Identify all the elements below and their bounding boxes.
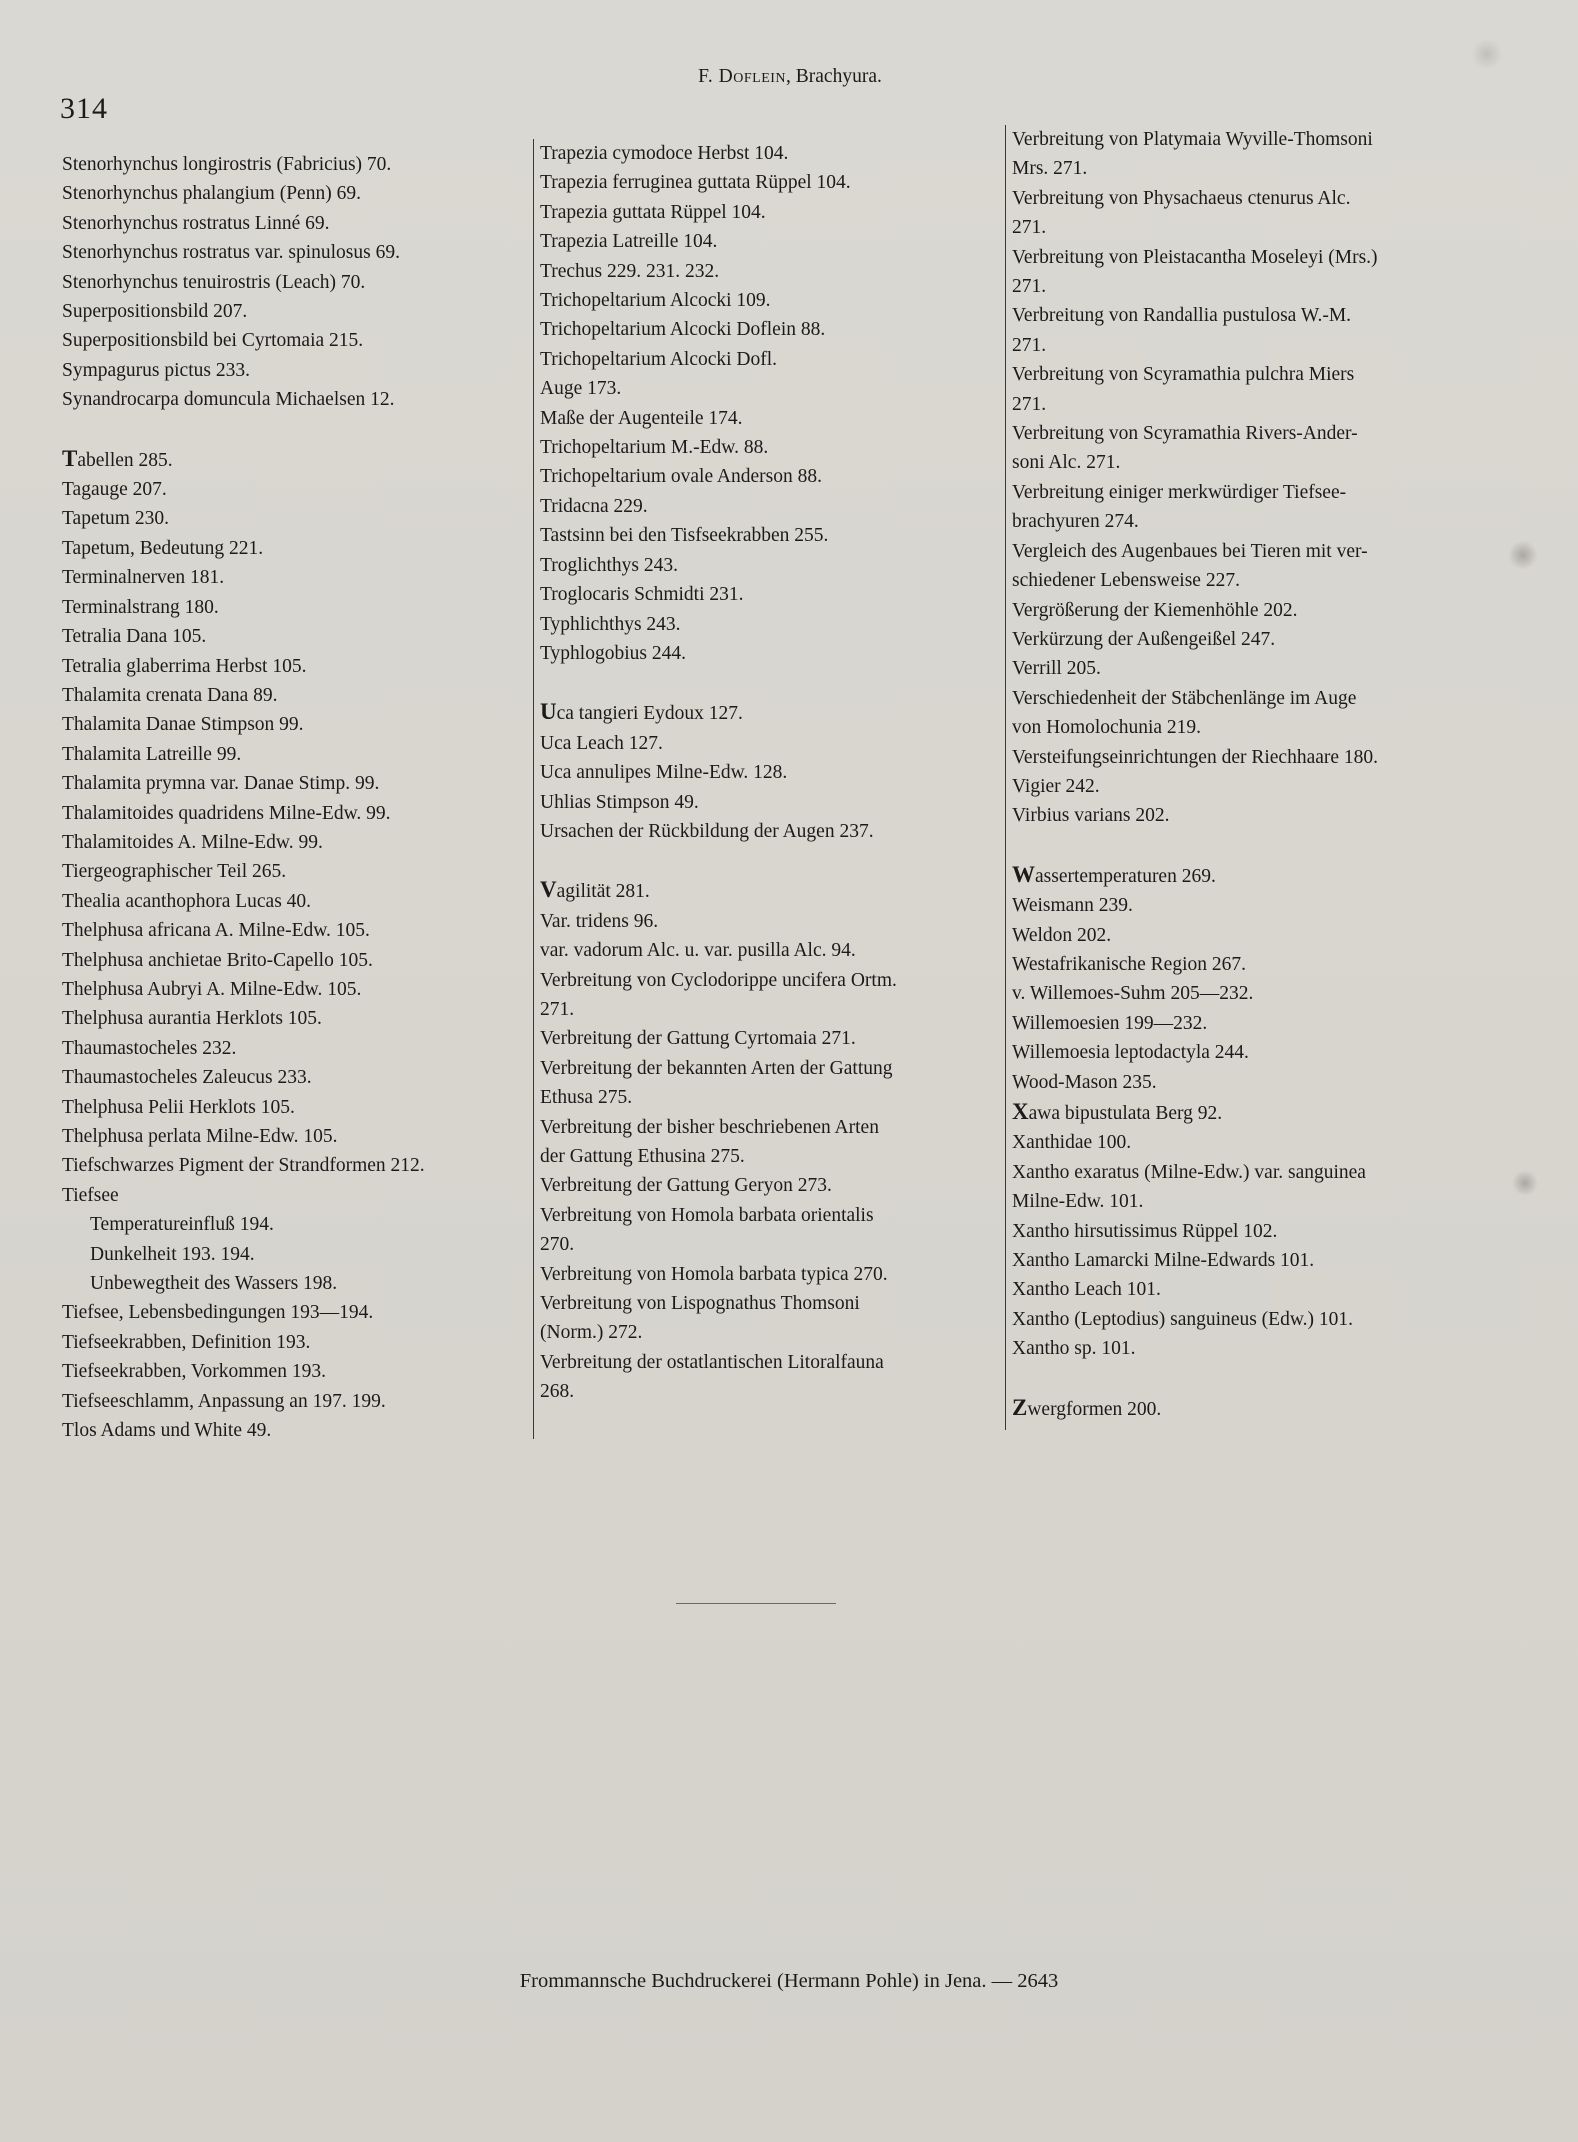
section-gap [1012, 1364, 1491, 1393]
index-entry: Trapezia ferruginea guttata Rüppel 104. [540, 172, 851, 194]
index-entry: Maße der Augenteile 174. [540, 407, 743, 429]
index-entry: Trechus 229. 231. 232. [540, 260, 720, 282]
index-entry: 271. [1012, 334, 1047, 356]
index-entry: Thelphusa aurantia Herklots 105. [62, 1008, 322, 1030]
index-entry: Tiefsee [62, 1184, 119, 1206]
index-entry: Uca Leach 127. [540, 732, 663, 754]
page-number: 314 [60, 92, 108, 125]
index-entry: Thelphusa anchietae Brito-Capello 105. [62, 949, 373, 971]
index-entry: Verbreitung von Homola barbata typica 270. [540, 1263, 888, 1285]
index-entry: Verbreitung einiger merkwürdiger Tiefsee- [1012, 481, 1347, 503]
index-entry: Willemoesia leptodactyla 244. [1012, 1042, 1249, 1064]
index-entry [540, 875, 1004, 906]
index-entry: 271. [1012, 276, 1047, 298]
index-entry: Milne-Edw. 101. [1012, 1191, 1144, 1213]
index-entry: Tiergeographischer Teil 265. [62, 861, 287, 883]
index-entry: Stenorhynchus tenuirostris (Leach) 70. [62, 271, 366, 293]
index-entry: Xantho Lamarcki Milne-Edwards 101. [1012, 1250, 1315, 1272]
index-entry: schiedener Lebensweise 227. [1012, 570, 1240, 592]
index-entry: 270. [540, 1234, 575, 1256]
index-entry: Thalamitoides quadridens Milne-Edw. 99. [62, 802, 391, 824]
index-entry: Weldon 202. [1012, 924, 1112, 946]
index-entry: Tiefseekrabben, Definition 193. [62, 1331, 311, 1353]
index-entry: Vergrößerung der Kiemenhöhle 202. [1012, 599, 1298, 621]
index-entry: Thelphusa Aubryi A. Milne-Edw. 105. [62, 978, 362, 1000]
index-entry: Verbreitung der Gattung Cyrtomaia 271. [540, 1028, 856, 1050]
running-head-title: Brachyura. [795, 66, 882, 87]
index-entry: Vigier 242. [1012, 775, 1100, 797]
index-entry: Tiefseekrabben, Vorkommen 193. [62, 1361, 326, 1383]
index-entry: Sympagurus pictus 233. [62, 359, 250, 381]
index-entry: soni Alc. 271. [1012, 452, 1121, 474]
index-entry: Superpositionsbild 207. [62, 301, 248, 323]
index-entry: Verbreitung von Pleistacantha Moseleyi (Mrs.) [1012, 246, 1378, 268]
index-entry: Stenorhynchus rostratus var. spinulosus 69. [62, 242, 400, 264]
index-entry: Verbreitung von Scyramathia pulchra Miers [1012, 364, 1355, 386]
printer-imprint: Frommannsche Buchdruckerei (Hermann Pohle) in Jena. — 2643 [519, 1970, 1059, 1992]
index-entry: Wood-Mason 235. [1012, 1071, 1157, 1093]
index-entry: Unbewegtheit des Wassers 198. [90, 1273, 338, 1295]
index-entry: Thalamita Danae Stimpson 99. [62, 714, 304, 736]
index-entry: Mrs. 271. [1012, 158, 1088, 180]
index-entry: Troglocaris Schmidti 231. [540, 584, 744, 606]
index-column-2 [533, 139, 1004, 1439]
index-entry: Thealia acanthophora Lucas 40. [62, 890, 312, 912]
index-entry: Tiefseeschlamm, Anpassung an 197. 199. [62, 1390, 386, 1412]
index-entry: Trichopeltarium ovale Anderson 88. [540, 466, 822, 488]
index-entry: (Norm.) 272. [540, 1322, 643, 1344]
section-initial: T [62, 445, 78, 471]
index-entry: Verbreitung der Gattung Geryon 273. [540, 1175, 832, 1197]
index-entry: var. vadorum Alc. u. var. pusilla Alc. 94. [540, 940, 856, 962]
index-entry: Vergleich des Augenbaues bei Tieren mit ver- [1012, 540, 1368, 562]
section-gap [62, 415, 532, 444]
index-entry [1012, 860, 1491, 891]
entry-text: agilität 281. [556, 881, 650, 903]
index-entry: Xanthidae 100. [1012, 1132, 1132, 1154]
entry-text: abellen 285. [77, 449, 173, 471]
index-entry: Verbreitung von Lispognathus Thomsoni [540, 1293, 860, 1315]
index-entry: Verbreitung der ostatlantischen Litoralfauna [540, 1351, 884, 1373]
index-entry: Trichopeltarium Alcocki 109. [540, 290, 771, 312]
index-entry: Tagauge 207. [62, 479, 167, 501]
entry-text: assertemperaturen 269. [1035, 865, 1216, 887]
index-entry: Trapezia guttata Rüppel 104. [540, 201, 766, 223]
index-entry: Thelphusa perlata Milne-Edw. 105. [62, 1126, 338, 1147]
running-head: F. Doflein, Brachyura. [698, 66, 882, 87]
index-entry: Terminalstrang 180. [62, 596, 219, 618]
entry-text: wergformen 200. [1027, 1398, 1162, 1420]
section-gap [1012, 831, 1491, 860]
index-entry: Trapezia Latreille 104. [540, 231, 718, 253]
index-entry: Uhlias Stimpson 49. [540, 791, 699, 813]
index-entry: Auge 173. [540, 378, 622, 400]
index-entry: Verbreitung der bekannten Arten der Gattung [540, 1057, 893, 1079]
index-entry: von Homolochunia 219. [1012, 717, 1202, 739]
index-entry: Tiefsee, Lebensbedingungen 193—194. [62, 1302, 374, 1324]
index-entry: Temperatureinfluß 194. [90, 1214, 274, 1236]
index-entry: Thaumastocheles 232. [62, 1037, 237, 1059]
index-entry: Verbreitung von Cyclodorippe uncifera Ortm. [540, 969, 897, 991]
index-entry: Weismann 239. [1012, 895, 1133, 917]
section-initial: W [1012, 861, 1035, 887]
index-entry: Uca annulipes Milne-Edw. 128. [540, 762, 788, 784]
index-entry: Synandrocarpa domuncula Michaelsen 12. [62, 389, 395, 411]
index-entry: Willemoesien 199—232. [1012, 1012, 1208, 1034]
index-entry: Verbreitung von Physachaeus ctenurus Alc. [1012, 187, 1351, 209]
index-entry: Superpositionsbild bei Cyrtomaia 215. [62, 330, 364, 352]
index-entry: Xantho hirsutissimus Rüppel 102. [1012, 1220, 1278, 1242]
index-entry: Typhlichthys 243. [540, 613, 681, 635]
index-entry: Dunkelheit 193. 194. [90, 1243, 255, 1265]
index-entry: Tapetum, Bedeutung 221. [62, 537, 264, 559]
index-entry: Westafrikanische Region 267. [1012, 953, 1246, 975]
index-entry: 271. [1012, 217, 1047, 239]
index-entry: Verbreitung von Randallia pustulosa W.-M. [1012, 305, 1352, 327]
index-entry: Tetralia Dana 105. [62, 626, 207, 648]
index-entry: Thelphusa Pelii Herklots 105. [62, 1096, 295, 1118]
index-entry: Stenorhynchus longirostris (Fabricius) 70. [62, 154, 392, 175]
index-entry: Verbreitung von Homola barbata orientalis [540, 1204, 874, 1226]
section-initial: V [540, 877, 557, 903]
index-entry: Thalamita prymna var. Danae Stimp. 99. [62, 773, 380, 795]
index-entry: Stenorhynchus phalangium (Penn) 69. [62, 183, 361, 205]
index-entry [62, 444, 532, 475]
index-entry: Verbreitung von Scyramathia Rivers-Ander- [1012, 423, 1358, 445]
index-entry: Xantho sp. 101. [1012, 1338, 1136, 1360]
section-gap [540, 846, 1004, 875]
index-entry: Tetralia glaberrima Herbst 105. [62, 655, 307, 677]
index-entry: Tapetum 230. [62, 508, 169, 530]
index-entry: Xantho (Leptodius) sanguineus (Edw.) 101. [1012, 1308, 1354, 1330]
index-entry: Tastsinn bei den Tisfseekrabben 255. [540, 525, 829, 547]
index-entry: v. Willemoes-Suhm 205—232. [1012, 983, 1254, 1005]
index-entry: Verrill 205. [1012, 658, 1101, 680]
entry-text: ca tangieri Eydoux 127. [556, 703, 743, 725]
index-entry: Tlos Adams und White 49. [62, 1420, 272, 1442]
index-entry: Xantho Leach 101. [1012, 1279, 1161, 1301]
index-entry: Trapezia cymodoce Herbst 104. [540, 143, 789, 164]
index-entry: Thelphusa africana A. Milne-Edw. 105. [62, 920, 370, 942]
index-entry: der Gattung Ethusina 275. [540, 1146, 745, 1167]
index-entry: Ursachen der Rückbildung der Augen 237. [540, 820, 874, 842]
index-entry: brachyuren 274. [1012, 511, 1139, 533]
section-initial: U [540, 699, 557, 725]
closing-rule [676, 1603, 836, 1604]
index-entry: Thalamita crenata Dana 89. [62, 684, 278, 706]
index-entry: Ethusa 275. [540, 1087, 633, 1109]
index-entry: Stenorhynchus rostratus Linné 69. [62, 212, 330, 234]
index-entry: Virbius varians 202. [1012, 805, 1170, 827]
index-column-1 [62, 150, 532, 1445]
index-entry: Xantho exaratus (Milne-Edw.) var. sanguinea [1012, 1161, 1366, 1183]
index-entry: Trichopeltarium Alcocki Doflein 88. [540, 319, 826, 341]
index-entry: Verbreitung der bisher beschriebenen Arten [540, 1116, 879, 1138]
index-entry: 271. [540, 998, 575, 1020]
index-entry: Typhlogobius 244. [540, 642, 686, 664]
running-head-author: F. Doflein [698, 66, 787, 87]
index-entry [540, 697, 1004, 728]
index-entry: 271. [1012, 393, 1047, 415]
index-entry: Tiefschwarzes Pigment der Strandformen 212. [62, 1155, 425, 1177]
index-entry: 268. [540, 1381, 575, 1403]
index-entry: Versteifungseinrichtungen der Riechhaare 180. [1012, 746, 1379, 768]
index-entry: Thalamitoides A. Milne-Edw. 99. [62, 831, 323, 853]
index-entry: Verschiedenheit der Stäbchenlänge im Auge [1012, 687, 1357, 709]
index-entry: Verkürzung der Außengeißel 247. [1012, 628, 1276, 650]
section-gap [540, 668, 1004, 697]
section-initial: Z [1012, 1394, 1028, 1420]
index-entry [1012, 1097, 1491, 1128]
index-column-3 [1005, 125, 1491, 1430]
index-entry [1012, 1393, 1491, 1424]
index-entry: Trichopeltarium M.-Edw. 88. [540, 437, 769, 459]
index-entry: Troglichthys 243. [540, 554, 678, 576]
section-initial: X [1012, 1099, 1029, 1124]
index-entry: Terminalnerven 181. [62, 567, 225, 589]
entry-text: awa bipustulata Berg 92. [1028, 1103, 1223, 1124]
index-entry: Thalamita Latreille 99. [62, 743, 242, 765]
index-entry: Verbreitung von Platymaia Wyville-Thomsoni [1012, 129, 1373, 150]
index-entry: Trichopeltarium Alcocki Dofl. [540, 348, 778, 370]
index-entry: Var. tridens 96. [540, 910, 659, 932]
index-entry: Tridacna 229. [540, 495, 648, 517]
index-entry: Thaumastocheles Zaleucus 233. [62, 1067, 312, 1089]
